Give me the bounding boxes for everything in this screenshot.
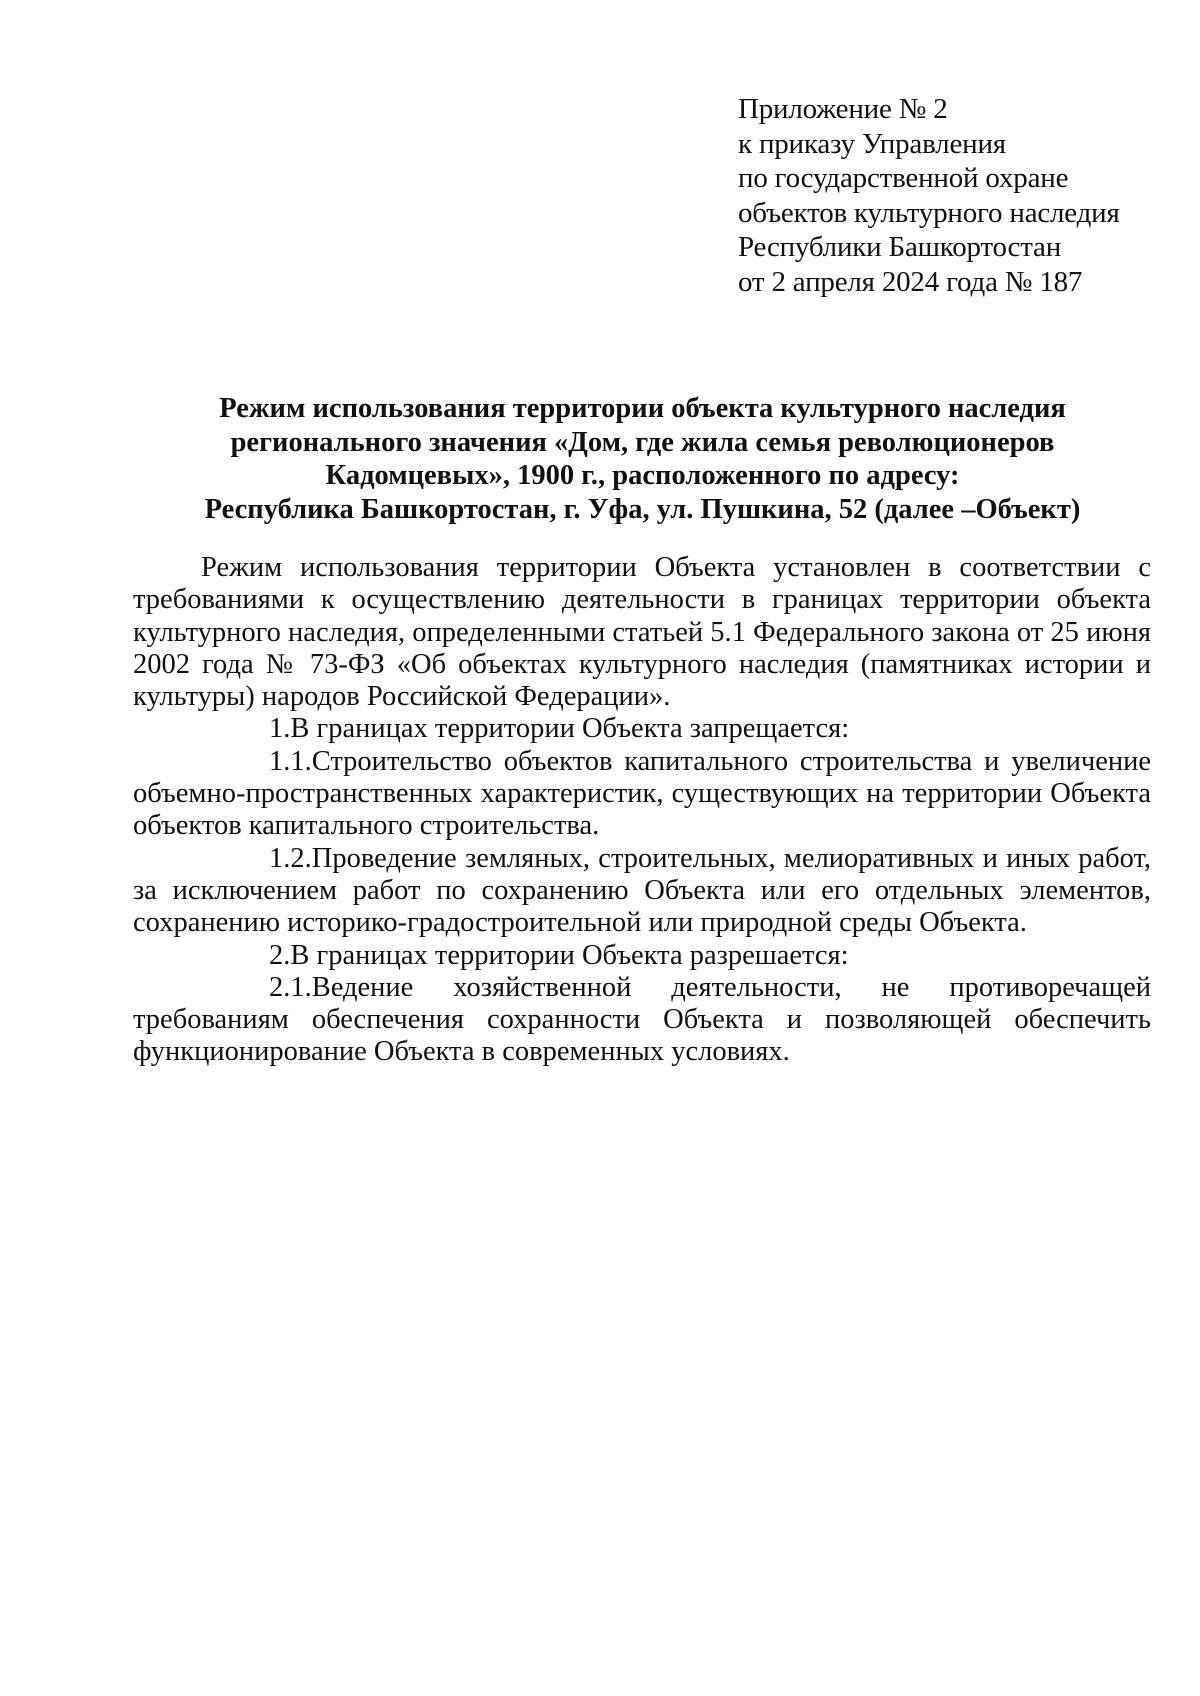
appendix-header [738, 92, 1178, 299]
item-number: 2. [269, 939, 291, 971]
item-number: 1.1. [269, 745, 312, 777]
appendix-line: к приказу Управления [738, 127, 1006, 160]
list-item [133, 940, 1151, 972]
document-body [133, 552, 1151, 1069]
item-number: 2.1. [269, 971, 312, 1003]
appendix-line: по государственной охране [738, 162, 1069, 194]
title-line: Кадомцевых», 1900 г., расположенного по адресу: [325, 460, 960, 491]
intro-paragraph: Режим использования территории Объекта установлен в соответствии с требованиями к осуществлению деятельности в границах территории объекта культурного наследия, определенными статьей 5.1 Федерального закона от 25 июня 2002 года № 73-ФЗ «Об объектах культурного наследия (памятниках истории и культуры) народов Российской Федерации». [133, 552, 1151, 713]
list-item [133, 713, 1151, 745]
item-text: В границах территории Объекта запрещается: [290, 713, 850, 745]
title-line: Республика Башкортостан, г. Уфа, ул. Пушкина, 52 (далее –Объект) [204, 493, 1081, 525]
item-text: Проведение земляных, строительных, мелиоративных и иных работ, за исключением работ по сохранению Объекта или его отдельных элементов, сохранению историко-градостроительной или природной среды Объекта. [133, 842, 1151, 939]
list-item [133, 746, 1151, 843]
document-title [150, 392, 1135, 526]
appendix-line: Приложение № 2 [738, 93, 948, 125]
item-number: 1.2. [269, 842, 312, 874]
item-text: Ведение хозяйственной деятельности, не противоречащей требованиям обеспечения сохранности Объекта и позволяющей обеспечить функционирование Объекта в современных условиях. [133, 971, 1151, 1068]
title-line: Режим использования территории объекта культурного наследия [219, 393, 1066, 424]
list-item [133, 843, 1151, 940]
appendix-line: объектов культурного наследия [738, 196, 1120, 229]
appendix-line: от 2 апреля 2024 года № 187 [738, 265, 1083, 298]
title-line: регионального значения «Дом, где жила семья революционеров [230, 426, 1055, 458]
item-text: Строительство объектов капитального строительства и увеличение объемно-пространственных характеристик, существующих на территории Объекта объектов капитального строительства. [133, 745, 1151, 842]
item-text: В границах территории Объекта разрешается: [290, 939, 849, 971]
list-item [133, 972, 1151, 1069]
item-number: 1. [269, 713, 291, 745]
appendix-line: Республики Башкортостан [738, 231, 1062, 263]
